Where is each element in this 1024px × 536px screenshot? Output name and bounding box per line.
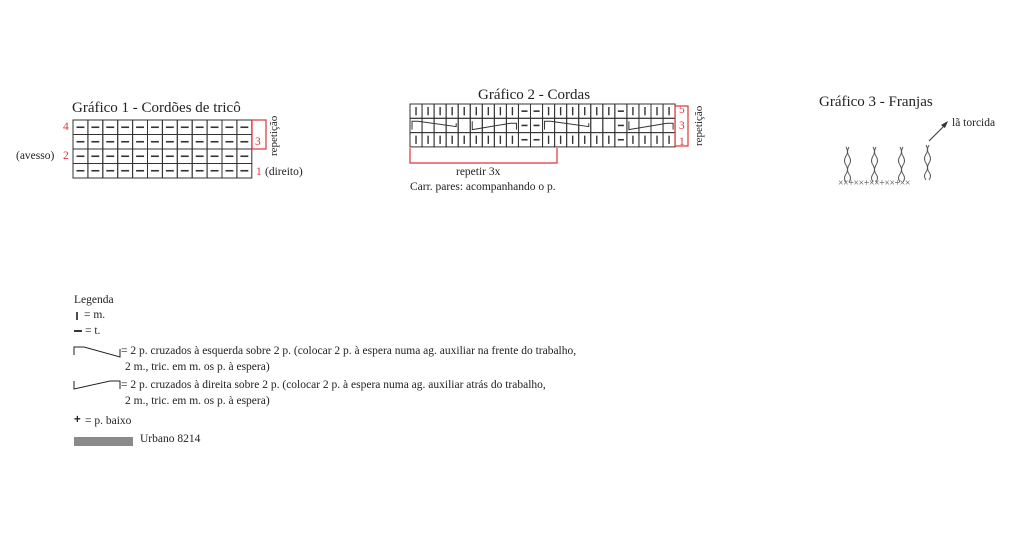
chart2-row-3-number: 3 <box>679 120 685 132</box>
chart2-repeat-label: repetição <box>693 105 705 146</box>
chart1-avesso-label: (avesso) <box>16 150 55 162</box>
chart1-row-2-number: 2 <box>63 150 69 162</box>
chart3-title: Gráfico 3 - Franjas <box>819 94 933 110</box>
chart1-title: Gráfico 1 - Cordões de tricô <box>72 100 241 116</box>
chart2-row-1-number: 1 <box>679 136 685 148</box>
chart2-even-rows-note: Carr. pares: acompanhando o p. <box>410 181 556 193</box>
legend-sc-symbol: + <box>74 414 81 426</box>
legend-title: Legenda <box>74 294 114 306</box>
legend-yarn-swatch <box>74 437 133 446</box>
legend-yarn-text: Urbano 8214 <box>140 433 201 445</box>
chart1-row-3-number: 3 <box>255 136 261 148</box>
chart3-base-stitches: ××+××+××+××+×× <box>838 178 910 189</box>
legend-purl-text: = t. <box>85 325 101 337</box>
legend-sc-text: = p. baixo <box>85 415 132 427</box>
chart1-repeat-label: repetição <box>268 115 280 156</box>
chart3-annotation: lã torcida <box>952 117 996 129</box>
chart2-row-5-number: 5 <box>679 104 685 116</box>
legend-cross-right-text-2: 2 m., tric. em m. os p. à espera) <box>125 395 270 407</box>
legend-knit-text: = m. <box>84 309 106 321</box>
chart1-row-4-number: 4 <box>63 121 69 133</box>
chart2-repeat-note: repetir 3x <box>456 166 501 178</box>
chart2-title: Gráfico 2 - Cordas <box>478 87 591 103</box>
legend-cross-left-text-1: = 2 p. cruzados à esquerda sobre 2 p. (colocar 2 p. à espera numa ag. auxiliar na frente do trabalho, <box>121 345 577 357</box>
chart1-direito-label: (direito) <box>265 166 303 178</box>
legend-cross-right-text-1: = 2 p. cruzados à direita sobre 2 p. (colocar 2 p. à espera numa ag. auxiliar atrás do trabalho, <box>121 379 546 391</box>
chart1-row-1-number: 1 <box>256 166 262 178</box>
legend-cross-left-text-2: 2 m., tric. em m. os p. à espera) <box>125 361 270 373</box>
